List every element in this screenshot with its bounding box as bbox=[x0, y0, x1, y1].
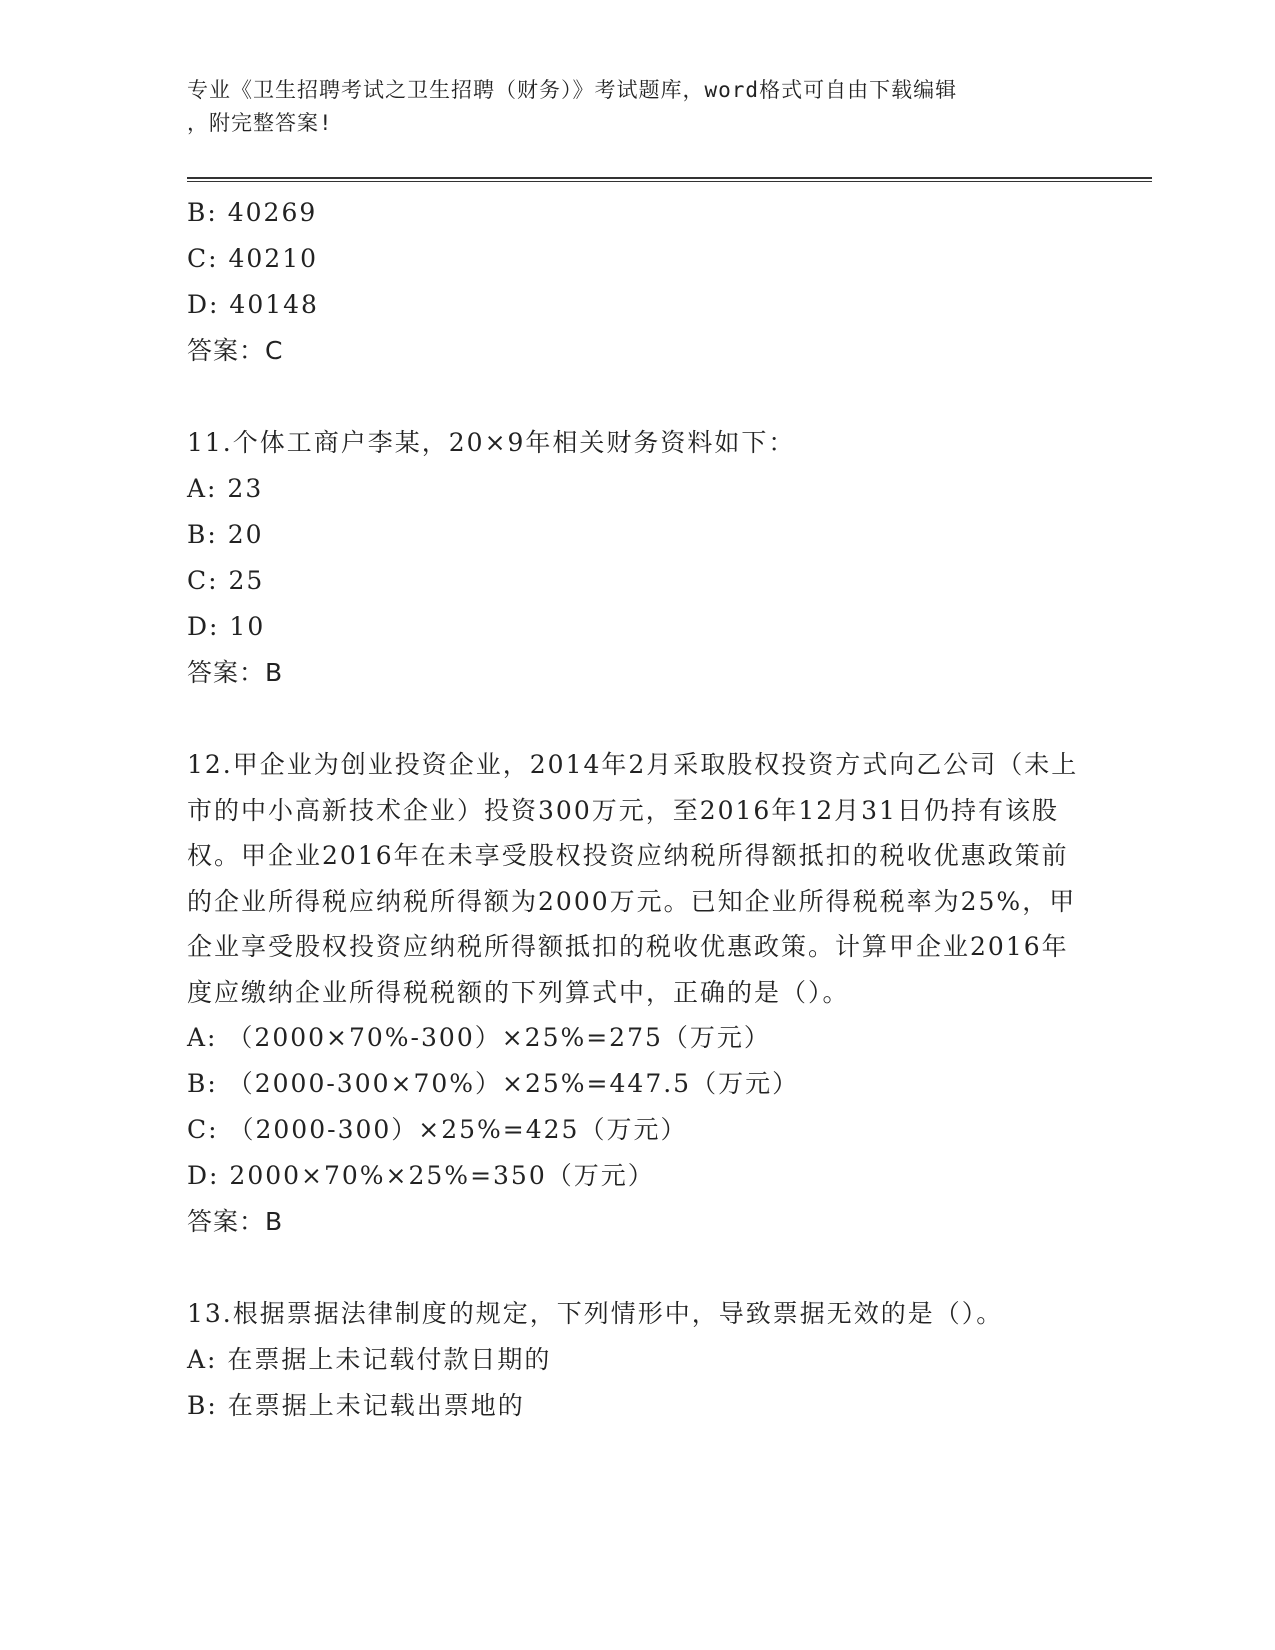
option-a: A: 23 bbox=[187, 474, 264, 503]
answer-line: 答案：B bbox=[187, 1207, 284, 1236]
question-stem: 13.根据票据法律制度的规定，下列情形中，导致票据无效的是（）。 bbox=[187, 1299, 1004, 1328]
question-12 bbox=[187, 742, 1087, 1245]
spacer bbox=[187, 374, 1087, 420]
spacer bbox=[187, 1245, 1087, 1291]
option-a: A: （2000×70%-300）×25%=275（万元） bbox=[187, 1023, 771, 1052]
question-prev bbox=[187, 190, 1087, 374]
question-11 bbox=[187, 420, 1087, 696]
option-d: D: 40148 bbox=[187, 290, 319, 319]
question-stem: 12.甲企业为创业投资企业，2014年2月采取股权投资方式向乙公司（未上市的中小高新技术企业）投资300万元，至2016年12月31日仍持有该股权。甲企业2016年在未享受股权投资应纳税所得额抵扣的税收优惠政策前的企业所得税应纳税所得额为2000万元。已知企业所得税税率为25%，甲企业享受股权投资应纳税所得额抵扣的税收优惠政策。计算甲企业2016年度应缴纳企业所得税税额的下列算式中，正确的是（）。 bbox=[187, 750, 1079, 1007]
spacer bbox=[187, 696, 1087, 742]
header-line-2: ，附完整答案! bbox=[187, 111, 333, 135]
option-b: B: 20 bbox=[187, 520, 264, 549]
header-divider-thin bbox=[187, 181, 1152, 182]
option-c: C: （2000-300）×25%=425（万元） bbox=[187, 1115, 688, 1144]
document-header bbox=[187, 74, 1067, 140]
option-b: B: 40269 bbox=[187, 198, 318, 227]
question-list bbox=[187, 190, 1087, 1429]
option-b: B: （2000-300×70%）×25%=447.5（万元） bbox=[187, 1069, 800, 1098]
answer-line: 答案：B bbox=[187, 658, 284, 687]
option-c: C: 40210 bbox=[187, 244, 319, 273]
header-divider-thick bbox=[187, 177, 1152, 179]
option-b: B: 在票据上未记载出票地的 bbox=[187, 1391, 525, 1420]
option-c: C: 25 bbox=[187, 566, 265, 595]
question-13 bbox=[187, 1291, 1087, 1429]
option-d: D: 10 bbox=[187, 612, 266, 641]
header-line-1: 专业《卫生招聘考试之卫生招聘（财务）》考试题库，word格式可自由下载编辑 bbox=[187, 78, 958, 102]
option-d: D: 2000×70%×25%=350（万元） bbox=[187, 1161, 655, 1190]
option-a: A: 在票据上未记载付款日期的 bbox=[187, 1345, 552, 1374]
question-stem: 11.个体工商户李某，20×9年相关财务资料如下： bbox=[187, 428, 796, 457]
answer-line: 答案：C bbox=[187, 336, 284, 365]
